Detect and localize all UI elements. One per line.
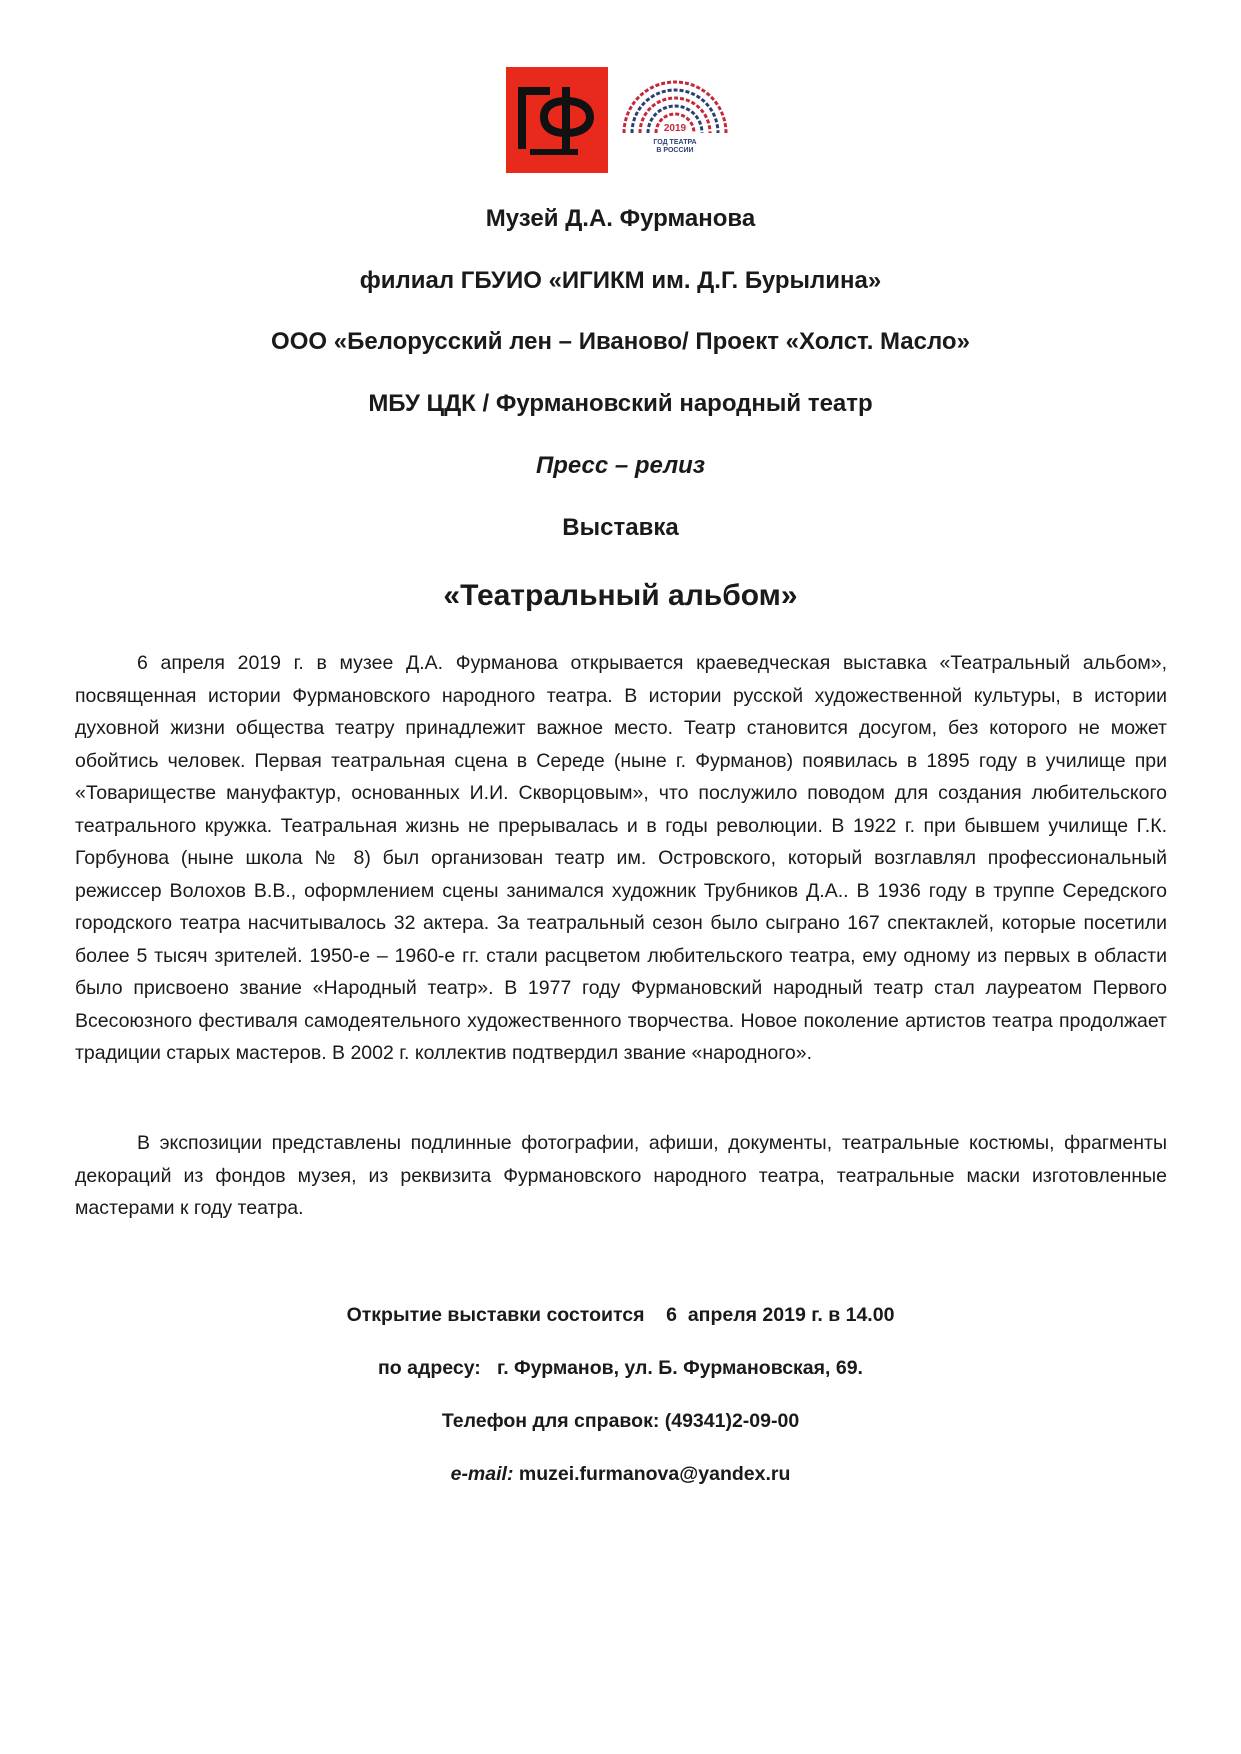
logo-row (0, 67, 1241, 177)
exhibition-title: «Театральный альбом» (443, 579, 798, 612)
year-of-theatre-logo (618, 75, 732, 175)
partner-theatre-heading: МБУ ЦДК / Фурмановский народный театр (368, 390, 873, 417)
museum-logo (506, 67, 608, 173)
address-info: по адресу: г. Фурманов, ул. Б. Фурмановская, 69. (378, 1357, 863, 1379)
partner-company-heading: ООО «Белорусский лен – Иваново/ Проект «Холст. Масло» (271, 328, 970, 355)
press-release-heading: Пресс – релиз (535, 452, 706, 479)
logo-caption-line1: ГОД ТЕАТРА (653, 139, 697, 146)
history-paragraph: 6 апреля 2019 г. в музее Д.А. Фурманова открывается краеведческая выставка «Театральный альбом», посвященная истории Фурмановского народного театра. В истории русской художественной культуры, в истории духовной жизни общества театру принадлежит важное место. Театр становится досугом, без которого не может обойтись человек. Первая театральная сцена в Середе (ныне г. Фурманов) появилась в 1895 году в училище при «Товариществе мануфактур, основанных И.И. Скворцовым», что послужило поводом для создания любительского театрального кружка. Театральная жизнь не прерывалась и в годы революции. В 1922 г. при бывшем училище Г.К. Горбунова (ныне школа № 8) был организован театр им. Островского, который возглавлял профессиональный режиссер Волохов В.В., оформлением сцены занимался художник Трубников Д.А.. В 1936 году в труппе Середского городского театра насчитывалось 32 актера. За театральный сезон было сыграно 167 спектаклей, которые посетили более 5 тысяч зрителей. 1950-е – 1960-е гг. стали расцветом любительского театра, ему одному из первых в области было присвоено звание «Народный театр». В 1977 году Фурмановский народный театр стал лауреатом Первого Всесоюзного фестиваля самодеятельного художественного творчества. Новое поколение артистов театра продолжает традиции старых мастеров. В 2002 г. коллектив подтвердил звание «народного». (75, 652, 1167, 1064)
email-label: e-mail: (450, 1463, 514, 1485)
logo-caption (618, 139, 732, 155)
phone-info: Телефон для справок: (49341)2-09-00 (441, 1410, 800, 1432)
exhibition-label: Выставка (562, 514, 679, 541)
exposition-paragraph: В экспозиции представлены подлинные фотографии, афиши, документы, театральные костюмы, фрагменты декораций из фондов музея, из реквизита Фурмановского народного театра, театральные маски изготовленные мастерами к году театра. (75, 1132, 1167, 1219)
museum-name-heading: Музей Д.А. Фурманова (485, 205, 756, 232)
opening-info: Открытие выставки состоится 6 апреля 2019 г. в 14.00 (346, 1304, 895, 1326)
email-link[interactable]: muzei.furmanova@yandex.ru (513, 1463, 791, 1485)
email-info (0, 1461, 1241, 1487)
logo-year-text: 2019 (663, 123, 687, 134)
branch-heading: филиал ГБУИО «ИГИКМ им. Д.Г. Бурылина» (359, 267, 882, 294)
logo-caption-line2: В РОССИИ (656, 147, 694, 154)
